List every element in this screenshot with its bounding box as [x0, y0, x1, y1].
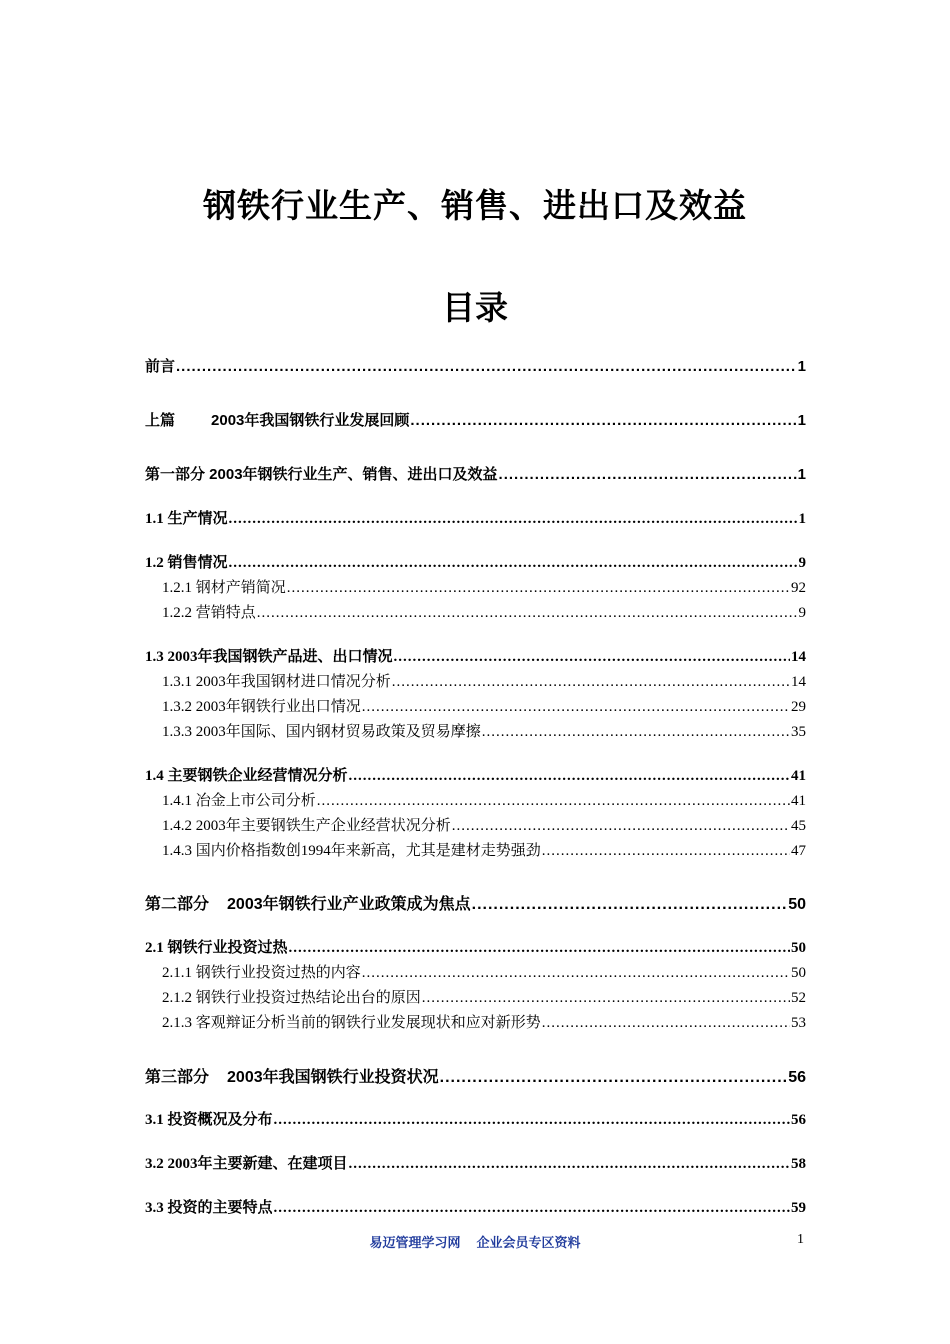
page-footer: [0, 1232, 950, 1251]
toc-entry-1-3-1[interactable]: [162, 670, 806, 691]
toc-entry-1-3-3[interactable]: [162, 720, 806, 741]
toc-entry-page: 41: [791, 793, 806, 809]
toc-entry-part: 第三部分: [145, 1069, 210, 1086]
toc-entry-3-1[interactable]: [145, 1108, 806, 1129]
toc-entry-page: 29: [791, 699, 806, 715]
toc-entry-page: 9: [798, 555, 806, 571]
toc-entry-label: 第一部分 2003年钢铁行业生产、销售、进出口及效益: [145, 466, 498, 483]
toc-entry-1-2[interactable]: [145, 551, 806, 572]
toc-entry-page: 50: [788, 896, 806, 913]
toc-entry-part: 第二部分: [145, 896, 210, 913]
toc-entry-page: 14: [791, 649, 806, 665]
toc-entry-label: 2.1 钢铁行业投资过热: [145, 940, 288, 956]
toc-entry-label: 2003年我国钢铁行业发展回顾: [211, 412, 410, 429]
toc-entry-label: 1.4 主要钢铁企业经营情况分析: [145, 768, 348, 784]
toc-entry-label: 1.2.1 钢材产销简况: [162, 580, 286, 596]
toc-entry-label: 1.3.1 2003年我国钢材进口情况分析: [162, 674, 391, 690]
toc-entry-1-3[interactable]: [145, 645, 806, 666]
toc-entry-2-1[interactable]: [145, 936, 806, 957]
toc-entry-label: 1.3.2 2003年钢铁行业出口情况: [162, 699, 361, 715]
toc-entry-label: 1.2 销售情况: [145, 555, 228, 571]
toc-entry-label: 3.2 2003年主要新建、在建项目: [145, 1156, 348, 1172]
toc-entry-part-upper[interactable]: [145, 409, 806, 430]
toc-entry-label: 前言: [145, 358, 176, 375]
toc-entry-label: 2003年我国钢铁行业投资状况: [227, 1069, 439, 1086]
toc-entry-2-1-2[interactable]: [162, 986, 806, 1007]
footer-section-name: 企业会员专区资料: [476, 1236, 581, 1251]
toc-entry-page: 92: [791, 580, 806, 596]
toc-entry-label: 1.3 2003年我国钢铁产品进、出口情况: [145, 649, 393, 665]
toc-entry-page: 56: [791, 1112, 806, 1128]
toc-entry-label: 1.3.3 2003年国际、国内钢材贸易政策及贸易摩擦: [162, 724, 481, 740]
toc-entry-1-3-2[interactable]: [162, 695, 806, 716]
toc-entry-1-1[interactable]: [145, 507, 806, 528]
toc-entry-preface[interactable]: [145, 355, 806, 376]
toc-entry-3-2[interactable]: [145, 1152, 806, 1173]
toc-entry-label: 3.3 投资的主要特点: [145, 1200, 273, 1216]
toc-entry-label: 2003年钢铁行业产业政策成为焦点: [227, 896, 471, 913]
toc-heading: 目录: [442, 288, 508, 327]
toc-entry-label: 2.1.3 客观辩证分析当前的钢铁行业发展现状和应对新形势: [162, 1015, 541, 1031]
toc-entry-label: 1.1 生产情况: [145, 511, 228, 527]
toc-entry-page: 9: [798, 605, 806, 621]
toc-entry-page: 58: [791, 1156, 806, 1172]
toc-entry-3-3[interactable]: [145, 1196, 806, 1217]
toc-entry-1-4[interactable]: [145, 764, 806, 785]
toc-entry-2-1-1[interactable]: [162, 961, 806, 982]
footer-site-name: 易迈管理学习网: [369, 1236, 461, 1251]
toc-entry-page: 59: [791, 1200, 806, 1216]
toc-entry-label: 1.4.2 2003年主要钢铁生产企业经营状况分析: [162, 818, 451, 834]
toc-entry-1-2-2[interactable]: [162, 601, 806, 622]
toc-entry-label: 1.4.1 冶金上市公司分析: [162, 793, 316, 809]
toc-entry-1-2-1[interactable]: [162, 576, 806, 597]
toc-entry-part: 上篇: [145, 412, 176, 429]
page-number: 1: [797, 1232, 804, 1247]
toc-entry-page: 14: [791, 674, 806, 690]
toc-entry-part-2[interactable]: [145, 891, 806, 914]
toc-entry-label: 2.1.1 钢铁行业投资过热的内容: [162, 965, 361, 981]
toc-entry-page: 56: [788, 1069, 806, 1086]
toc-entry-1-4-1[interactable]: [162, 789, 806, 810]
toc-entry-1-4-3[interactable]: [162, 839, 806, 860]
toc-entry-part-1[interactable]: [145, 463, 806, 484]
toc-entry-page: 41: [791, 768, 806, 784]
toc-entry-2-1-3[interactable]: [162, 1011, 806, 1032]
toc-entry-page: 35: [791, 724, 806, 740]
toc-entry-label: 1.4.3 国内价格指数创1994年来新高，尤其是建材走势强劲: [162, 843, 541, 859]
toc-entry-part-3[interactable]: [145, 1064, 806, 1087]
document-title: 钢铁行业生产、销售、进出口及效益: [203, 186, 747, 225]
toc-entry-page: 47: [791, 843, 806, 859]
toc-entry-page: 1: [798, 511, 806, 527]
toc-entry-page: 1: [797, 358, 806, 375]
toc-entry-page: 53: [791, 1015, 806, 1031]
toc-entry-page: 50: [791, 940, 806, 956]
toc-entry-label: 2.1.2 钢铁行业投资过热结论出台的原因: [162, 990, 421, 1006]
toc-entry-label: 3.1 投资概况及分布: [145, 1112, 273, 1128]
toc-entry-page: 1: [797, 466, 806, 483]
toc-entry-1-4-2[interactable]: [162, 814, 806, 835]
toc-entry-page: 50: [791, 965, 806, 981]
toc-entry-page: 45: [791, 818, 806, 834]
toc-entry-page: 52: [791, 990, 806, 1006]
toc-entry-label: 1.2.2 营销特点: [162, 605, 256, 621]
toc-entry-page: 1: [797, 412, 806, 429]
